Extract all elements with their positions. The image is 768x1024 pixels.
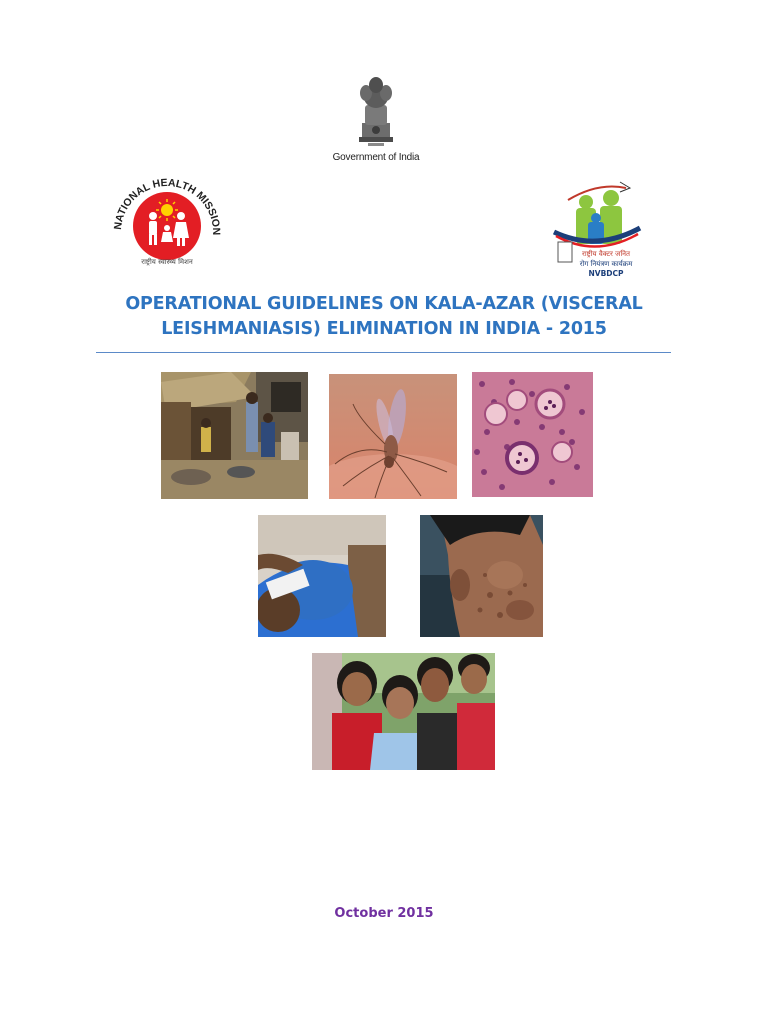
child-patient-photo [258,515,386,637]
sandfly-photo [329,374,457,499]
state-emblem-icon [355,75,397,147]
village-scene-photo [161,372,308,499]
svg-text:राष्ट्रीय स्वास्थ्य मिशन: राष्ट्रीय स्वास्थ्य मिशन [141,258,193,266]
nvbdcp-logo-icon [548,180,648,278]
publication-date: October 2015 [334,906,434,921]
svg-text:NVBDCP: NVBDCP [588,269,624,278]
children-group-photo [312,653,495,770]
svg-text:NATIONAL HEALTH MISSION: NATIONAL HEALTH MISSION [111,176,223,236]
microscopy-slide-photo [472,372,593,497]
title-divider [96,352,671,353]
government-of-india-label: Government of India [332,152,420,163]
patient-face-photo [420,515,543,637]
title-line-2: LEISHMANIASIS) ELIMINATION IN INDIA - 2015 [161,319,607,339]
document-title [96,292,672,342]
national-health-mission-logo-icon [107,176,227,266]
svg-text:राष्ट्रीय वैक्टर जनित: राष्ट्रीय वैक्टर जनित [581,250,631,258]
title-line-1: OPERATIONAL GUIDELINES ON KALA-AZAR (VISCERAL [125,294,643,314]
svg-text:रोग नियंत्रण कार्यक्रम: रोग नियंत्रण कार्यक्रम [579,260,633,268]
